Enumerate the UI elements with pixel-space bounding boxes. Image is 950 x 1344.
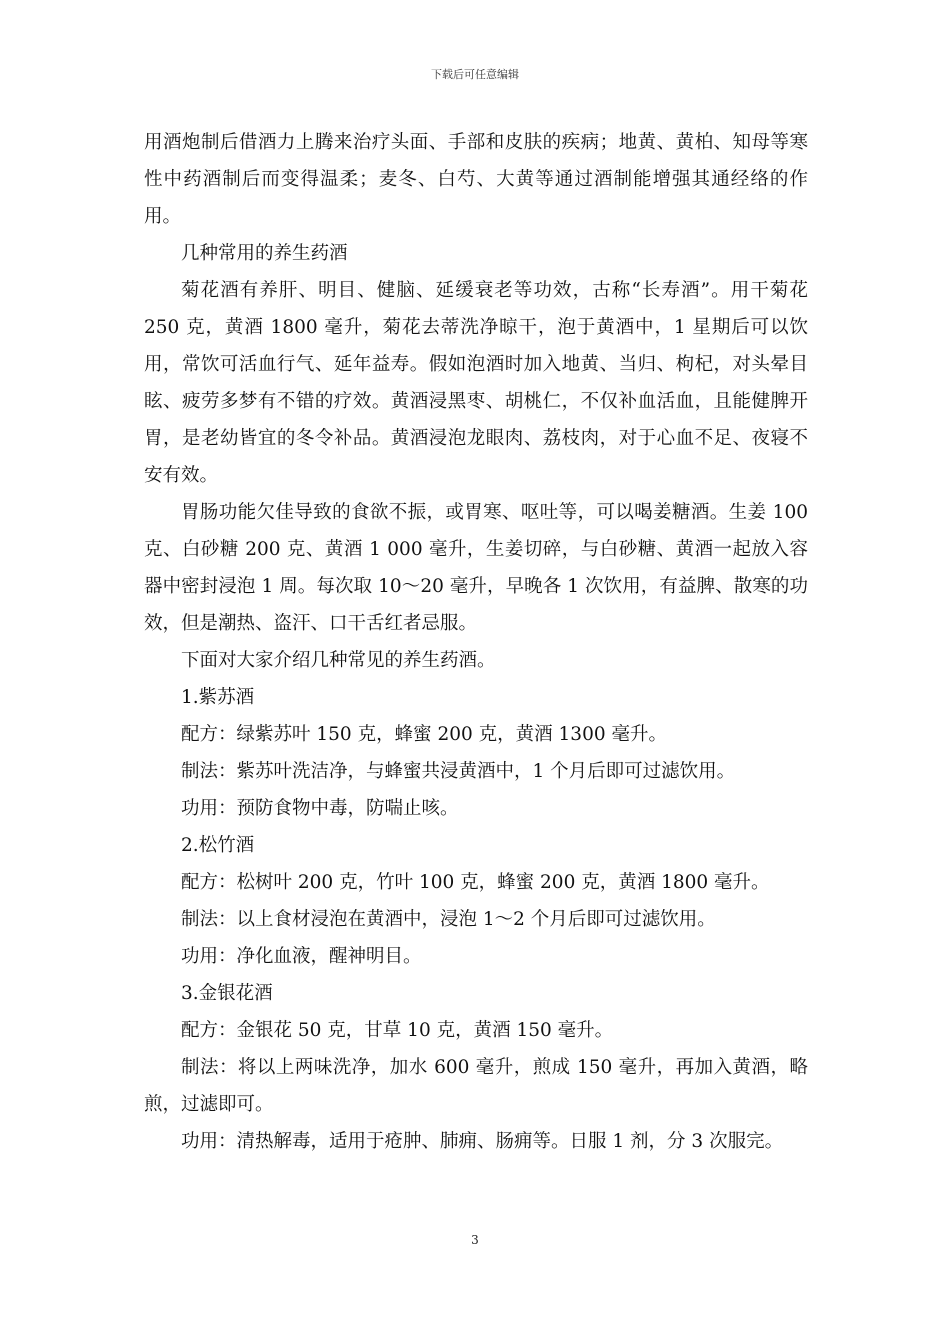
section-heading-common-wines: 几种常用的养生药酒: [181, 243, 348, 264]
recipe-formula-honeysuckle: 配方：金银花 50 克，甘草 10 克，黄酒 150 毫升。: [181, 1020, 614, 1041]
recipe-effect-honeysuckle: 功用：清热解毒，适用于疮肿、肺痈、肠痈等。日服 1 剂，分 3 次服完。: [181, 1131, 784, 1152]
recipe-method-pine-bamboo: 制法：以上食材浸泡在黄酒中，浸泡 1～2 个月后即可过滤饮用。: [181, 909, 716, 930]
recipe-title-honeysuckle: 3.金银花酒: [181, 983, 273, 1004]
paragraph-ginger-sugar-wine: 胃肠功能欠佳导致的食欲不振，或胃寒、呕吐等，可以喝姜糖酒。生姜 100 克、白砂糖 200 克、黄酒 1 000 毫升，生姜切碎，与白砂糖、黄酒一起放入容器中密封浸泡 1 周。每次取 10～20 毫升，早晚各 1 次饮用，有益脾、散寒的功效，但是潮热、盗汗、口干舌红者忌服。: [144, 502, 808, 634]
document-body: [144, 124, 808, 1160]
recipe-formula-perilla: 配方：绿紫苏叶 150 克，蜂蜜 200 克，黄酒 1300 毫升。: [181, 724, 667, 745]
page-number: 3: [471, 1233, 479, 1247]
recipe-method-perilla: 制法：紫苏叶洗洁净，与蜂蜜共浸黄酒中，1 个月后即可过滤饮用。: [181, 761, 736, 782]
recipe-method-honeysuckle: 制法：将以上两味洗净，加水 600 毫升，煎成 150 毫升，再加入黄酒，略煎，过滤即可。: [144, 1057, 808, 1115]
paragraph-wine-processing: 用酒炮制后借酒力上腾来治疗头面、手部和皮肤的疾病；地黄、黄柏、知母等寒性中药酒制后而变得温柔；麦冬、白芍、大黄等通过酒制能增强其通经络的作用。: [144, 132, 808, 227]
recipe-effect-perilla: 功用：预防食物中毒，防喘止咳。: [181, 798, 459, 819]
recipe-formula-pine-bamboo: 配方：松树叶 200 克，竹叶 100 克，蜂蜜 200 克，黄酒 1800 毫升。: [181, 872, 770, 893]
paragraph-intro-list: 下面对大家介绍几种常见的养生药酒。: [181, 650, 496, 671]
recipe-effect-pine-bamboo: 功用：净化血液，醒神明目。: [181, 946, 422, 967]
recipe-title-pine-bamboo: 2.松竹酒: [181, 835, 255, 856]
page-header: 下载后可任意编辑: [431, 68, 519, 81]
paragraph-chrysanthemum-wine: 菊花酒有养肝、明目、健脑、延缓衰老等功效，古称“长寿酒”。用干菊花 250 克，黄酒 1800 毫升，菊花去蒂洗净晾干，泡于黄酒中，1 星期后可以饮用，常饮可活血行气、延年益寿。假如泡酒时加入地黄、当归、枸杞，对头晕目眩、疲劳多梦有不错的疗效。黄酒浸黑枣、胡桃仁，不仅补血活血，且能健脾开胃，是老幼皆宜的冬令补品。黄酒浸泡龙眼肉、荔枝肉，对于心血不足、夜寝不安有效。: [144, 280, 808, 486]
recipe-title-perilla: 1.紫苏酒: [181, 687, 255, 708]
